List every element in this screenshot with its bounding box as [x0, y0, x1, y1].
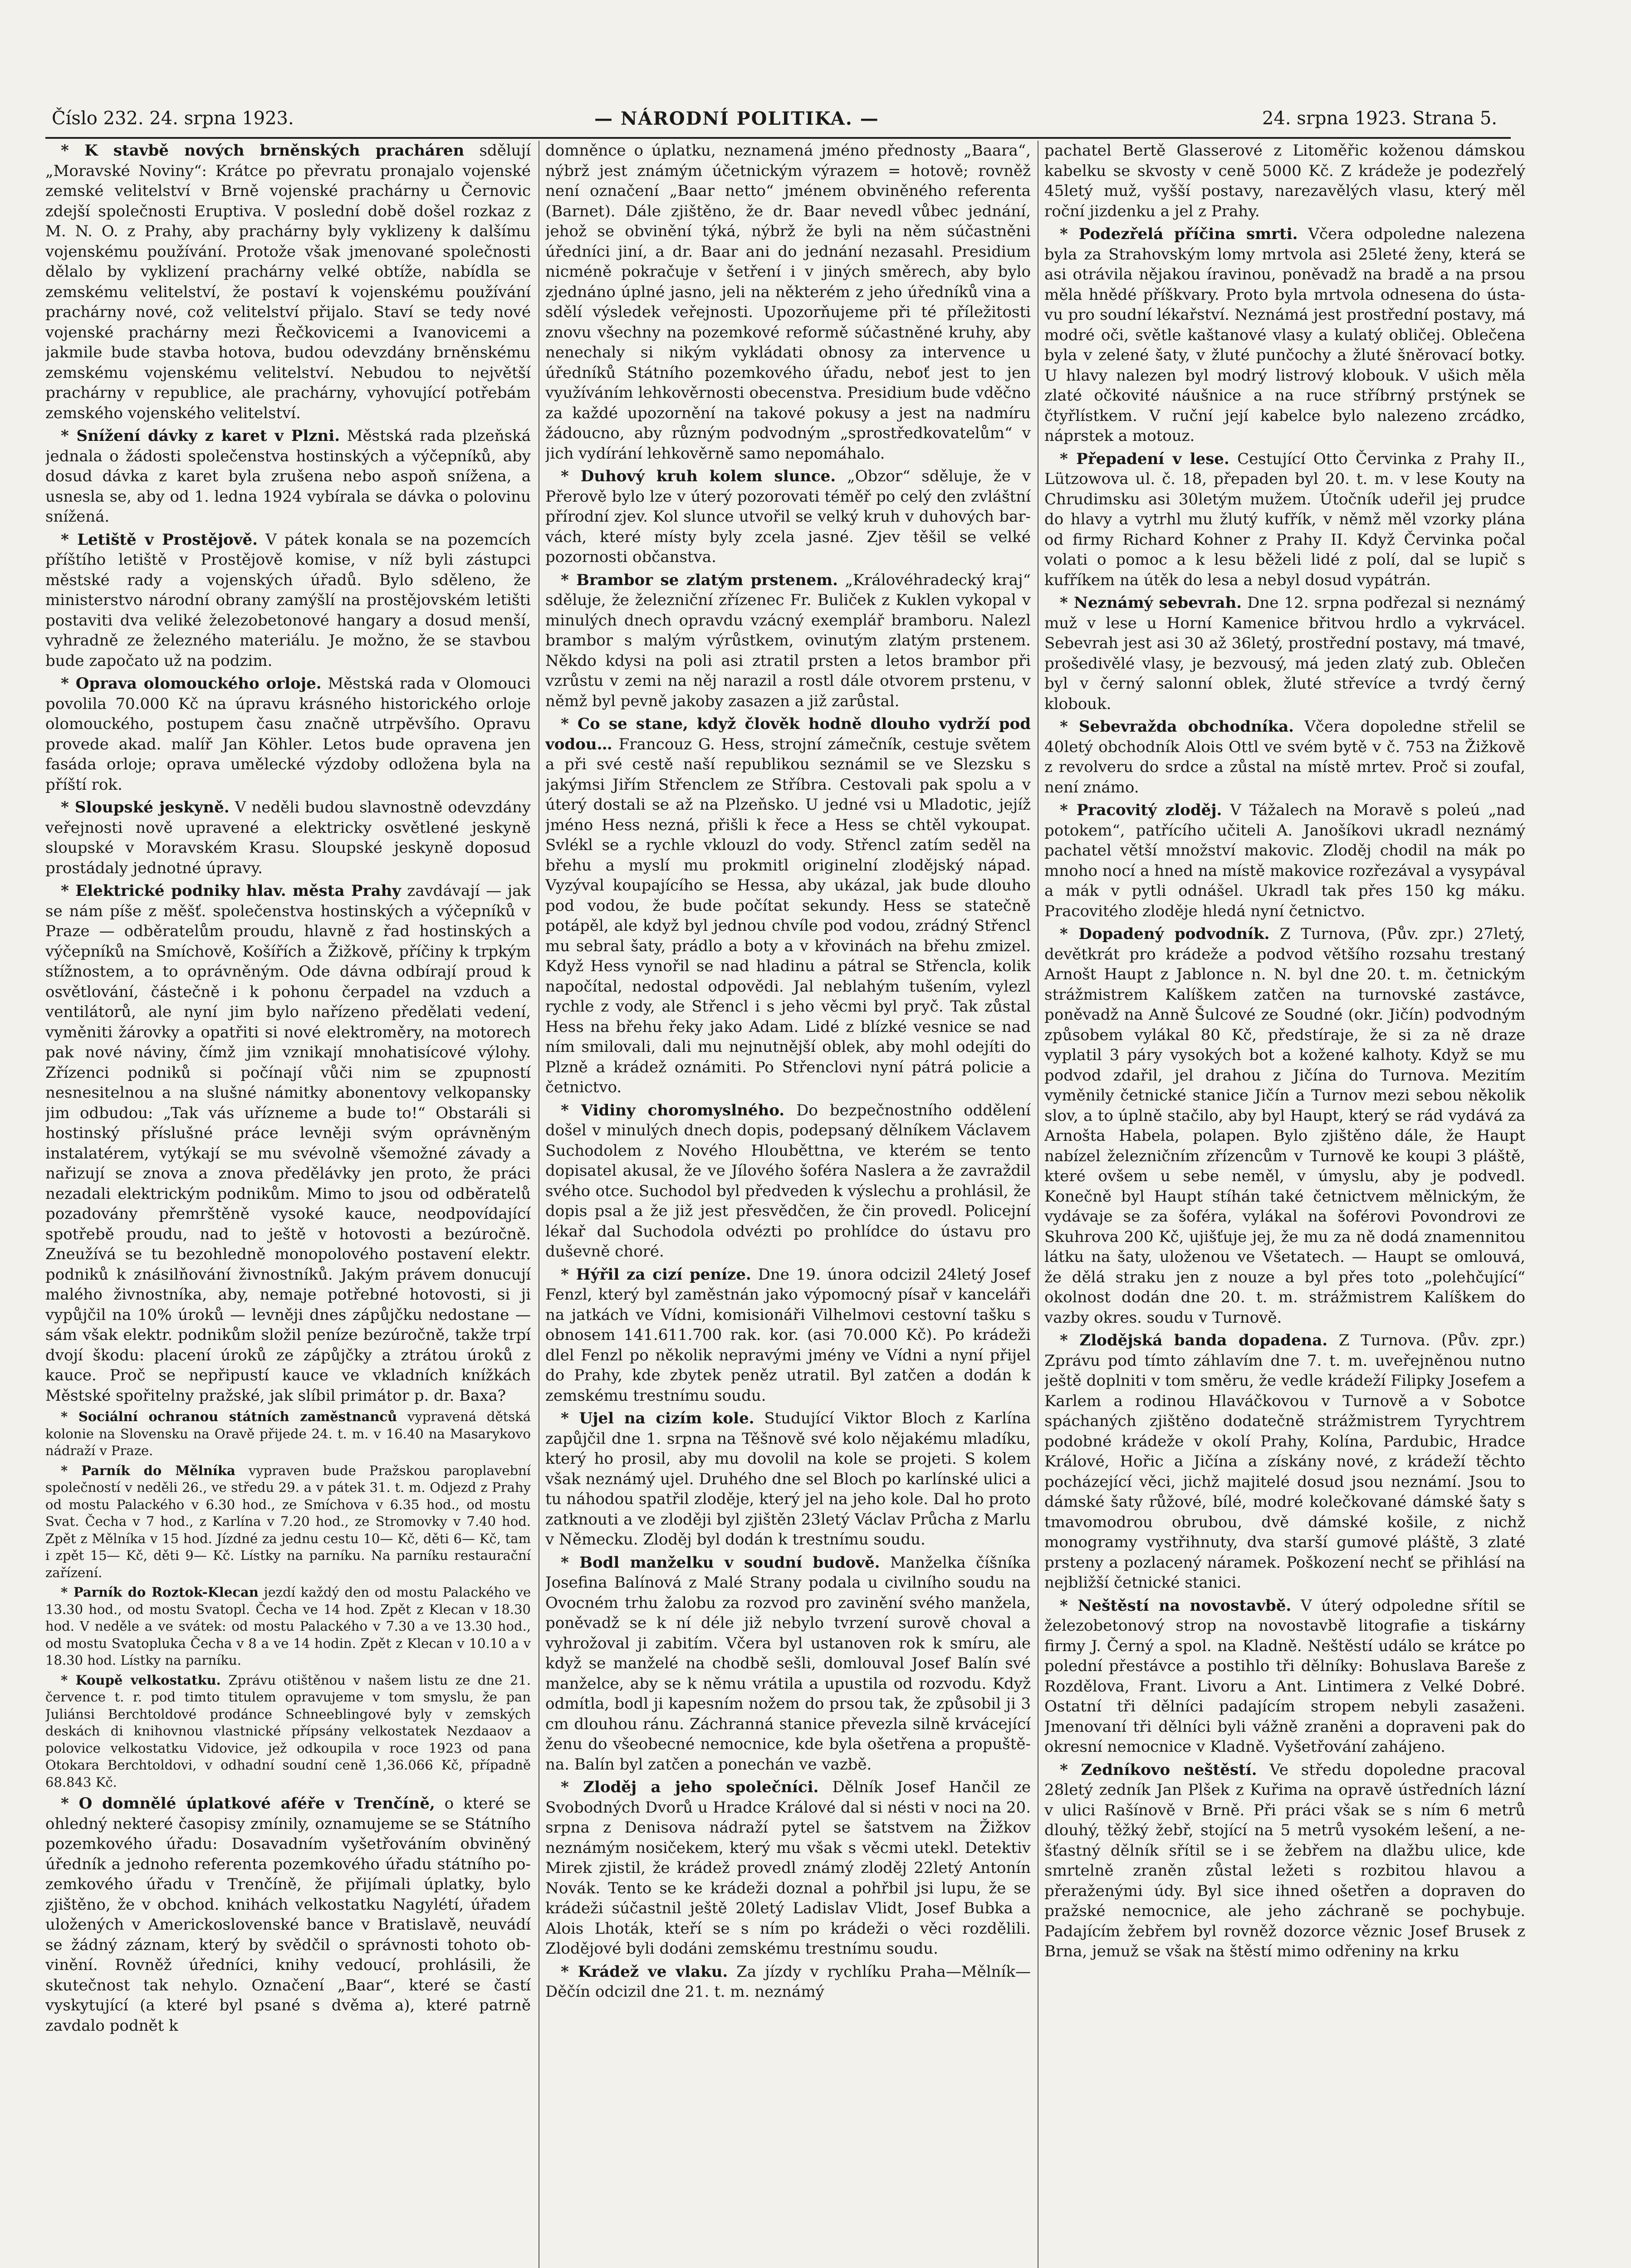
news-item [45, 426, 531, 527]
news-body: „Královéhradecký kraj“ sděluje, že železniční zřízenec Fr. Buliček z Kuklen vykopal v minulých dnech opravdu vzácný exemplář bramboru. Nalezl brambor s malým výrůstkem, ovinutým zlatým prstenem. Někdo kdysi na poli asi ztratil prsten a letos brambor při vzrůstu v zemi na něj narazil a rostl dále otvorem prstenu, v němž byl pevně jakoby zasazen a již zarůstal. [545, 571, 1031, 710]
news-body: vypraven bude Pražskou paroplavební společností v neděli 26., ve středu 29. a v pátek 31. t. m. Odjezd z Prahy od mostu Palackého v 6.30 hod., ze Smíchova v 6.35 hod., od mostu Svat. Čecha v 7 hod., z Karlína v 7.20 hod., ze Stromovky v 7.40 hod. Zpět z Mělníka v 15 hod. Jízdné za jednu cestu 10— Kč, děti 6— Kč, tam i zpět 15— Kč, děti 9— Kč. Lístky na parníku. Na parníku restaurační zařízení. [45, 1462, 531, 1580]
news-headline: * Neznámý sebevrah. [1060, 594, 1242, 612]
news-body: o které se ohledný nekteré časopisy zmínily, oznamujeme se se Státního pozemkového úřadu: Dosavadním vyšetřováním obviněný úředník a jednoho referenta pozemkového úřadu státního pozemkového úřadu v Trenčíně, že přijímali úplatky, bylo zjištěno, že v obchod. knihách velkostatku Nagylétí, úřadem uložených v Americkoslovenské bance v Bratislavě, neuvádí se žádný záznam, který by svědčil o správnosti tohoto obvinění. Rovněž úředníci, knihy vedoucí, prohlásili, že skutečnost tak nehylo. Označení „Baar“, které se častí vyskytující (a které byl psané s dvěma a), které patrně zavdalo podnět k [45, 1794, 531, 2035]
news-body: jezdí každý den od mostu Palackého ve 13.30 hod., od mostu Svatopl. Čecha ve 14 hod. Zpět z Klecan v 18.30 hod. V neděle a ve svátek: od mostu Palackého v 7.30 a ve 13.30 hod., od mostu Svatopluka Čecha v 8 a ve 14 hodin. Zpět z Klecan v 10.10 a v 18.30 hod. Lístky na parníku. [45, 1584, 531, 1668]
news-body: Manželka číšníka Josefina Balínová z Malé Strany podala u civilního soudu na Ovocném trhu žalobu za rozvod pro zavinění svého manžela, poněvadž se k ní déle již nebylo tvrzení surově choval a vyhrožoval ji zabitím. Včera byl ustanoven rok k smíru, ale když se manželé na chodbě sešli, domlouval Josef Balín své manželce, aby se k němu vrátila a upustila od rozvodu. Když odmítla, bodl ji kapesním nožem do prsou tak, že způsobil ji 3 cm dlouhou ránu. Záchranná stanice převezla silně krvácející ženu do všeobecné nemocnice, kde byla ošetřena a propuštěna. Balín byl zatčen a ponechán ve vazbě. [545, 1553, 1031, 1774]
news-body: Za jízdy v rychlíku Praha—Mělník—Děčín odcizil dne 21. t. m. neznámý [545, 1962, 1031, 2001]
news-item [45, 1794, 531, 2036]
news-headline: * O domnělé úplatkové aféře v Trenčíně, [61, 1794, 435, 1813]
news-item [1044, 593, 1525, 714]
news-item [1044, 141, 1525, 221]
news-body: pachatel Bertě Glasserové z Litoměřic koženou dámskou kabelku se skvosty v ceně 5000 Kč. Z krádeže je podezřelý 45letý muž, vyšší postavy, narezavělých vlasu, který měl roční jizdenku a jel z Prahy. [1044, 142, 1525, 220]
news-headline: * Přepadení v lese. [1060, 450, 1229, 468]
news-body: Dne 19. února odcizil 24letý Josef Fenzl, který byl zaměstnán jako výpomocný písař v kanceláři na jatkách ve Vídni, komisionáři Vilhelmovi cestovní tašku s obnosem 141.611.700 rak. kor. (asi 70.000 Kč). Po krádeži dlel Fenzl po několik nepravými jmény ve Vídni a nyní přijel do Prahy, kde zbytek peněz utratil. Byl zatčen a dodán k zemskému trestnímu soudu. [545, 1265, 1031, 1405]
news-body: Francouz G. Hess, strojní zámečník, cestuje světem a při své cestě naší republikou seznámil se ve Slezsku s jakýmsi Jiřím Střenclem ze Stříbra. Cestovali pak spolu a v úterý dostali se až na Plzeňsko. U jedné vsi u Mladotic, jejíž jméno Hess nezná, přišli k řece a Hess se chtěl vykoupat. Svlékl se a rychle vklouzl do vody. Střencl zatím seděl na břehu a myslí mu prokmitl originelní zlodějský nápad. Vyzýval koupajícího se Hessa, aby ukázal, jak bude dlouho pod vodou, že bude počítat sekundy. Hess se statečně potápěl, ale když byl jednou chvíle pod vodou, zrádný Střencl mu sebral šaty, prádlo a boty a v křovinách na břehu zmizel. Když Hess vynořil se nad hladinu a pátral se Střencla, kolik napočítal, nedostal odpovědi. Jal neblahým tušením, vylezl rychle z vody, ale Střencl i s jeho věcmi byl pryč. Tak zůstal Hess na břehu řeky jako Adam. Lidé z blízké vesnice se nad ním smilovali, dali mu nejnutnější oblek, aby mohl odejíti do Plzně a krádež oznámiti. Po Střenclovi nyní pátrá policie a četnictvo. [545, 735, 1031, 1096]
news-item [545, 1100, 1031, 1262]
news-item [1044, 717, 1525, 797]
news-body: vypravená dětská kolonie na Slovensku na Oravě přijede 24. t. m. v 16.40 na Masarykovo nádraží v Praze. [45, 1409, 531, 1458]
page-date-number: 24. srpna 1923. Strana 5. [1262, 108, 1497, 129]
column-2 [545, 141, 1031, 2268]
news-headline: * Zloděj a jeho společníci. [561, 1778, 819, 1796]
news-item [45, 141, 531, 423]
news-item [545, 466, 1031, 567]
issue-number-date: Číslo 232. 24. srpna 1923. [52, 108, 294, 129]
news-body: V Tážalech na Moravě s poleú „nad potokem“, patřícího učiteli A. Janošíkovi ukradl neznámý pachatel větší množství makovic. Zloděj chodil na mák po mnoho nocí a hned na místě makovice rozřezával a vysypával a mák v pytli odnášel. Ukradl tak přes 150 kg máku. Pracovitého zloděje hledá nyní četnictvo. [1044, 801, 1525, 920]
news-body: Z Turnova, (Pův. zpr.) 27letý, devětkrát pro krádeže a podvod většího rozsahu trestaný Arnošt Haupt z Jablonce n. N. byl dne 20. t. m. četnickým strážmistrem Kalíškem zatčen na turnovské zastávce, poněvadž na Anně Šulcové ze Soudné (okr. Jičín) podvodným způsobem vylákal 80 Kč, předstíraje, že si za ně draze vyplatil 3 páry vysokých bot a kožené kalhoty. Když se mu podvod zdařil, jel drahou z Jičína do Turnova. Mezitím vyměnily četnické stanice Jičín a Turnov mezi sebou několik slov, a to úplně stačilo, aby byl Haupt, který se rád vydává za Arnošta Habela, polapen. Bylo zjištěno dále, že Haupt nabízel železničním zřízencům v Turnově ke koupi 3 pláště, které ovšem u sebe neměl, v úmyslu, aby je podvedl. Konečně byl Haupt stíhán také četnictvem mělnickým, že vydávaje se za šoféra, vylákal na šoférovi Povondrovi ze Skuhrova 200 Kč, ujišťuje jej, že mu za ně dodá znamennitou látku na šaty, uloženou ve Všetatech. — Haupt se omlouvá, že dělá straku jen z nouze a byl přes toto „polehčující“ okolnost dodán dne 20. t. m. strážmistrem Kalíškem do vazby okres. soudu v Turnově. [1044, 925, 1525, 1327]
news-headline: * Brambor se zlatým prstenem. [561, 571, 838, 589]
news-body: Ve středu dopoledne pracoval 28letý zedník Jan Plšek z Kuřima na opravě ústředních lázní v ulici Rašínově v Brně. Při práci však se s ním 6 metrů dlouhý, těžký žebř, stojící na 5 metrů vysokém lešení, a nešťastný dělník sřítil se i se žebřem na dlažbu ulice, kde smrtelně zraněn zůstal ležeti s rozbitou hlavou a přeraženými údy. Byl sice ihned ošetřen a dopraven do pražské nemocnice, ale jeho záchraně se pochybuje. Padajícím žebřem byl rovněž dozorce věznic Josef Brusek z Brna, jemuž se však na štěstí mimo odřeniny na krku [1044, 1760, 1525, 1960]
news-body: Městská rada plzeňská jednala o žádosti společenstva hostinských a výčepníků, aby dosud dávka z karet byla zrušena nebo aspoň snížena, a usnesla se, aby od 1. ledna 1924 vybírala se dávka o polovinu snížená. [45, 427, 531, 526]
news-item [45, 797, 531, 878]
news-headline: * Pracovitý zloděj. [1060, 801, 1222, 819]
news-body: Dne 12. srpna podřezal si neznámý muž v lese u Horní Kamenice břitvou hrdlo a vykrvácel. Sebevrah jest asi 30 až 36letý, prostřední postavy, má tmavé, prošedivělé vlasy, je bezvousý, má jeden zlatý zub. Oblečen byl v černý salonní oblek, žluté střevíce a tvrdý černý klobouk. [1044, 594, 1525, 713]
news-body: Z Turnova. (Pův. zpr.) Zprávu pod tímto záhlavím dne 7. t. m. uveřejněnou nutno ještě doplniti v tom směru, že vedle krádeží Filipky Josefem a Karlem a rodinou Hlaváčkovou v Turnově a v Sobotce spáchaných zjištěno dodatečně strážmistrem Tyrychtrem podobné krádeže v okolí Prahy, Kolína, Pardubic, Hradce Králové, Hořic a Jičína a získány nové, z krádeží těchto pocházející věci, jichž majitelé dosud jsou neznámí. Jsou to dámské šaty růžové, bílé, modré kolečkované dámské šaty s tmavomodrou obrubou, dvě dámské košile, z nichž monogramy vystřihnuty, dva starší gumové pláště, 3 zlaté prsteny a pozlacený náramek. Poškození nechť se přihlásí na nejbližší četnické stanici. [1044, 1331, 1525, 1592]
news-item [545, 1408, 1031, 1550]
news-item [45, 1462, 531, 1582]
news-headline: * Krádež ve vlaku. [561, 1962, 728, 1981]
news-headline: * Elektrické podniky hlav. města Prahy [61, 882, 401, 900]
news-item [545, 1265, 1031, 1406]
news-headline: * Zedníkovo neštěstí. [1060, 1760, 1257, 1779]
news-body: Studující Viktor Bloch z Karlína zapůjčil dne 1. srpna na Těšnově své kolo nějakému mladíku, který ho prosil, aby mu dovolil na kole se projeti. S kolem však neznámý ujel. Druhého dne sel Bloch po karlínské ulici a tu náhodou spatřil zloděje, který jel na jeho kole. Dal ho proto zatknouti a ve zloději byl zjištěn 23letý Václav Průcha z Marlu v Německu. Zloděj byl dodán k trestnímu soudu. [545, 1409, 1031, 1549]
news-headline: * Duhový kruh kolem slunce. [561, 467, 836, 485]
news-headline: * K stavbě nových brněnských pracháren [61, 142, 465, 160]
news-item [1044, 1330, 1525, 1593]
news-headline: * Co se stane, když člověk hodně dlouho vydrží pod vodou… [545, 715, 1031, 753]
news-headline: * Dopadený podvodník. [1060, 925, 1270, 943]
news-item [1044, 1760, 1525, 1962]
news-headline: * Ujel na cizím kole. [561, 1409, 754, 1427]
masthead-title: — NÁRODNÍ POLITIKA. — [594, 108, 879, 129]
news-headline: * Sociální ochranou státních zaměstnanců [61, 1409, 397, 1424]
news-headline: * Hýřil za cizí peníze. [561, 1265, 751, 1284]
page-header [45, 108, 1497, 136]
news-item [545, 1962, 1031, 2002]
news-headline: * Sebevražda obchodníka. [1060, 718, 1294, 736]
news-body: „Obzor“ sděluje, že v Přerově bylo lze v úterý pozorovati téměř po celý den zvláštní přírodní zjev. Kol slunce utvořil se velký kruh v duhových barvách, které místy byly zcela jasné. Zjev těšil se velké pozornosti občanstva. [545, 467, 1031, 566]
news-body: Zprávu otištěnou v našem listu ze dne 21. července t. r. pod timto titulem opravujeme v tom smyslu, že pan Juliánsi Berchtoldové prodánce Schneeblingové byly v zemských deskách di knihovnou vlastnické přípsány velkostatek Nezdaaov a polovice velkostatku Vidovice, jež odkoupila v roce 1923 od pana Otokara Berchtoldovi, v odhadní soudní ceně 1,36.066 Kč, případně 68.843 Kč. [45, 1672, 531, 1790]
news-body: Včera dopoledne střelil se 40letý obchodník Alois Ottl ve svém bytě v č. 753 na Žižkově z revolveru do srdce a zůstal na místě mrtev. Proč si zoufal, není známo. [1044, 718, 1525, 797]
news-headline: * Bodl manželku v soudní budově. [561, 1553, 880, 1572]
news-body: Dělník Josef Hančil ze Svobodných Dvorů u Hradce Králové dal si nésti v noci na 20. srpna z Denisova nádraží pytel se šatstvem na Žižkov neznámým nosičekem, který mu však s věcmi utekl. Detektiv Mirek zjistil, že krádež provedl známý zloděj 22letý Antonín Novák. Tento se ke krádeži doznal a pohřbil jsi lupu, že se krádeži súčastnil ještě 20letý Ladislav Vlidt, Josef Bubka a Alois Lhoták, kteří se s ním po krádeži o věci rozdělili. Zlodějové byli dodáni zemskému trestnímu soudu. [545, 1778, 1031, 1958]
news-item [545, 1777, 1031, 1959]
news-item [45, 1672, 531, 1791]
news-headline: * Vidiny choromyslného. [561, 1101, 785, 1119]
news-item [1044, 449, 1525, 591]
column-1 [45, 141, 531, 2268]
news-body: zavdávají — jak se nám píše z měšť. společenstva hostinských a výčepníků v Praze — odběratelům proudu, hlavně z řad hostinských a výčepníků na Smíchově, Košířích a Žižkově, příčiny k trpkým stížnostem, a to oprávněným. Ode dávna odbírají proud k osvětlování, částečně i k pohonu čerpadel na vzduch a ventilátorů, ale nyní jim bylo nařízeno předělati vedení, vyměniti žárovky a opatřiti si nové elektroměry, na motorech pak nové náviny, čímž jim vznikají mnohatisícové výlohy. Zřízenci podniků si počínají vůči nim se zpupností nesnesitelnou a na slušné námitky abonentovy velkopansky jim odbudou: „Tak vás uřízneme a bude to!“ Obstaráli si hostinský příslušné práce levněji svým oprávněným instalatérem, vytýkají se mu svévolně všemožné závady a nařizují se znova a znova předělávky jen proto, že práci nezadali elektrickým podnikům. Mimo to jsou od odběratelů pozadovány přemrštěně vysoké kauce, neodpovídající spotřebě proudu, nad to ještě v hotovosti a bezúročně. Zneužívá se tu bezohledně monopolového postavení elektr. podniků k znásilňování živnostníků. Jakým právem donucují malého živnostníka, aby, nemaje potřebné hotovosti, si ji vypůjčil na 10% úroků — levněji dnes zápůjčku nedostane — sám však elektr. podnikům složil peníze bezúročně, takže trpí dvojí škodu: placení úroků ze zápůjčky a ztrátou úroků z kauce. Proč se nepřipustí kauce ve vkladních knížkách Městské spořitelny pražské, jak slíbil primátor p. dr. Baxa? [45, 882, 531, 1405]
news-headline: * Snížení dávky z karet v Plzni. [61, 427, 340, 445]
news-body: V pátek konala se na pozemcích příštího letiště v Prostějově komise, v níž byli zástupci městské rady a vojenských úřadů. Bylo sděleno, že ministerstvo národní obrany zamýšlí na prostějovském letišti postaviti dva veliké železobetonové hangary a dosud menší, vyhradně ze železného materiálu. Je možno, že se stavbou bude započato už na podzim. [45, 530, 531, 670]
news-body: Včera odpoledne nalezena byla za Strahovským lomy mrtvola asi 25leté ženy, která se asi otrávila nějakou íravinou, poněvadž na bradě a na prsou měla hnědé příškvary. Proto byla mrtvola odnesena do ústavu pro soudní lékařství. Neznámá jest prostřední postavy, má modré oči, světle kaštanové vlasy a kulatý obličej. Oblečena byla v zelené šaty, v žluté punčochy a žluté šněrovací botky. U hlavy nalezen byl modrý listrový klobouk. V ušich měla zlaté očkovité náušnice a na ruce stříbrný prstýnek se čtyřlístkem. V ruční její kabelce bylo nalezeno zrcádko, náprstek a motouz. [1044, 225, 1525, 445]
news-headline: * Letiště v Prostějově. [61, 530, 258, 549]
news-headline: * Neštěstí na novostavbě. [1060, 1596, 1292, 1615]
column-3 [1044, 141, 1525, 2268]
news-body: Cestující Otto Červinka z Prahy II., Lützowova ul. č. 18, přepaden byl 20. t. m. v lese Kouty na Chrudimsku asi 30letým mužem. Útočník udeřil jej prudce do hlavy a vytrhl mu žlutý kufřík, v němž měl vzorky plána od firmy Richard Kohner z Prahy II. Když Červinka počal volati o pomoc a k lesu běželi lidé z polí, dal se lupič s kufříkem na útěk do lesa a nebyl dosud vypátrán. [1044, 450, 1525, 589]
news-headline: * Sloupské jeskyně. [61, 798, 230, 816]
news-item [545, 1553, 1031, 1775]
news-item [545, 570, 1031, 712]
news-item [1044, 924, 1525, 1328]
news-body: V úterý odpoledne sřítil se železobetonový strop na novostavbě litografie a tiskárny firmy J. Černý a spol. na Kladně. Neštěstí událo se krátce po polední přestávce a postihlo tři dělníky: Bohuslava Bareše z Rozdělova, Frant. Livoru a Ant. Lintimera z Velké Dobré. Ostatní tři dělníci padajícím stropem nebyli zasaženi. Jmenovaní tři dělníci byli vážně zraněni a dopraveni pak do okresní nemocnice v Kladně. Vyšetřování zahájeno. [1044, 1596, 1525, 1756]
news-body: V neděli budou slavnostně odevzdány veřejnosti nově upravené a elektricky osvětlené jeskyně sloupské v Moravském Krasu. Sloupské jeskyně doposud prostádaly jednotné úpravy. [45, 798, 531, 877]
news-item [45, 1584, 531, 1669]
news-item [545, 141, 1031, 464]
news-item [45, 530, 531, 671]
news-item [45, 881, 531, 1406]
header-rule [45, 137, 1511, 139]
news-item [1044, 800, 1525, 921]
news-item [545, 714, 1031, 1098]
news-headline: * Parník do Roztok-Klecan [61, 1584, 259, 1600]
news-headline: * Koupě velkostatku. [61, 1672, 221, 1688]
news-item [45, 1408, 531, 1460]
news-item [1044, 224, 1525, 446]
news-item [1044, 1596, 1525, 1757]
news-headline: * Podezřelá příčina smrti. [1060, 225, 1298, 243]
news-headline: * Oprava olomouckého orloje. [61, 675, 322, 693]
news-body: sdělují „Moravské Noviny“: Krátce po převratu pronajalo vojenské zemské velitelství v Brně vojenské prachárny u Černovic zdejší společnosti Eruptiva. V poslední době došel rozkaz z M. N. O. z Prahy, aby prachárny byly vyklizeny k dalšímu vojenskému používání. Protože však jmenované společnosti dělalo by vyklizení prachárny velké obtíže, nabídla se zemskému velitelství, že postaví k vojenskému používání prachárny nové, což velitelství přijalo. Staví se tedy nové vojenské prachárny mezi Řečkovicemi a Ivanovicemi a jakmile bude stavba hotova, budou odevzdány brněnskému zemskému vojenskému velitelství. Nebudou to největší prachárny v republice, ale prachárny, vyhovující potřebám zemského vojenského velitelství. [45, 142, 531, 422]
news-body: Městská rada v Olomouci povolila 70.000 Kč na úpravu krásného historického orloje olomouckého, postupem času značně utrpěvšího. Opravu provede akad. malíř Jan Köhler. Letos bude opravena jen fasáda orloje; oprava umělecké výzdoby odložena byla na příští rok. [45, 675, 531, 794]
news-body: domněnce o úplatku, neznamená jméno přednosty „Baara“, nýbrž jest známým účetnickým výrazem = hotově; rovněž není označení „Baar netto“ jménem obviněného referenta (Barnet). Dále zjištěno, že dr. Baar nevedl vůbec jednání, jehož se obvinění týká, nýbrž že byli na něm súčastněni úředníci jiní, a dr. Baar ani do jednání nezasahl. Presidium nicméně pokračuje v šetření i v jiných směrech, aby bylo zjednáno úplné jasno, jeli na některém z jeho úředníků vina a sdělí výsledek veřejnosti. Upozorňujeme při té příležitosti znovu všechny na pozemkové reformě súčastněné kruhy, aby nenechaly si nikým vykládati obnosy za intervence u úředníků Státního pozemkového úřadu, neboť jest to jen využíváním lehkověrnosti obecenstva. Presidium bude vděčno za každé upozornění na takové pokusy a jest na nadmíru žádoucno, aby různým podvodným „sprostředkovatelům“ v jich vydírání lehkověrně samo nepomáhalo. [545, 142, 1031, 463]
news-headline: * Parník do Mělníka [61, 1462, 235, 1478]
news-body: Do bezpečnostního oddělení došel v minulých dnech dopis, podepsaný dělníkem Václavem Suchodolem z Nového Hlouběttna, ve kterém se tento dopisatel akusal, že ve Jílového šoféra Naslera a že zavraždil svého otce. Suchodol byl předveden k výslechu a prohlásil, že dopis psal a že již jest přesvědčen, že čin provedl. Policejní lékař dal Suchodola odvézti po prohlídce do ústavu pro duševně choré. [545, 1101, 1031, 1261]
news-headline: * Zlodějská banda dopadena. [1060, 1331, 1328, 1349]
news-item [45, 674, 531, 795]
